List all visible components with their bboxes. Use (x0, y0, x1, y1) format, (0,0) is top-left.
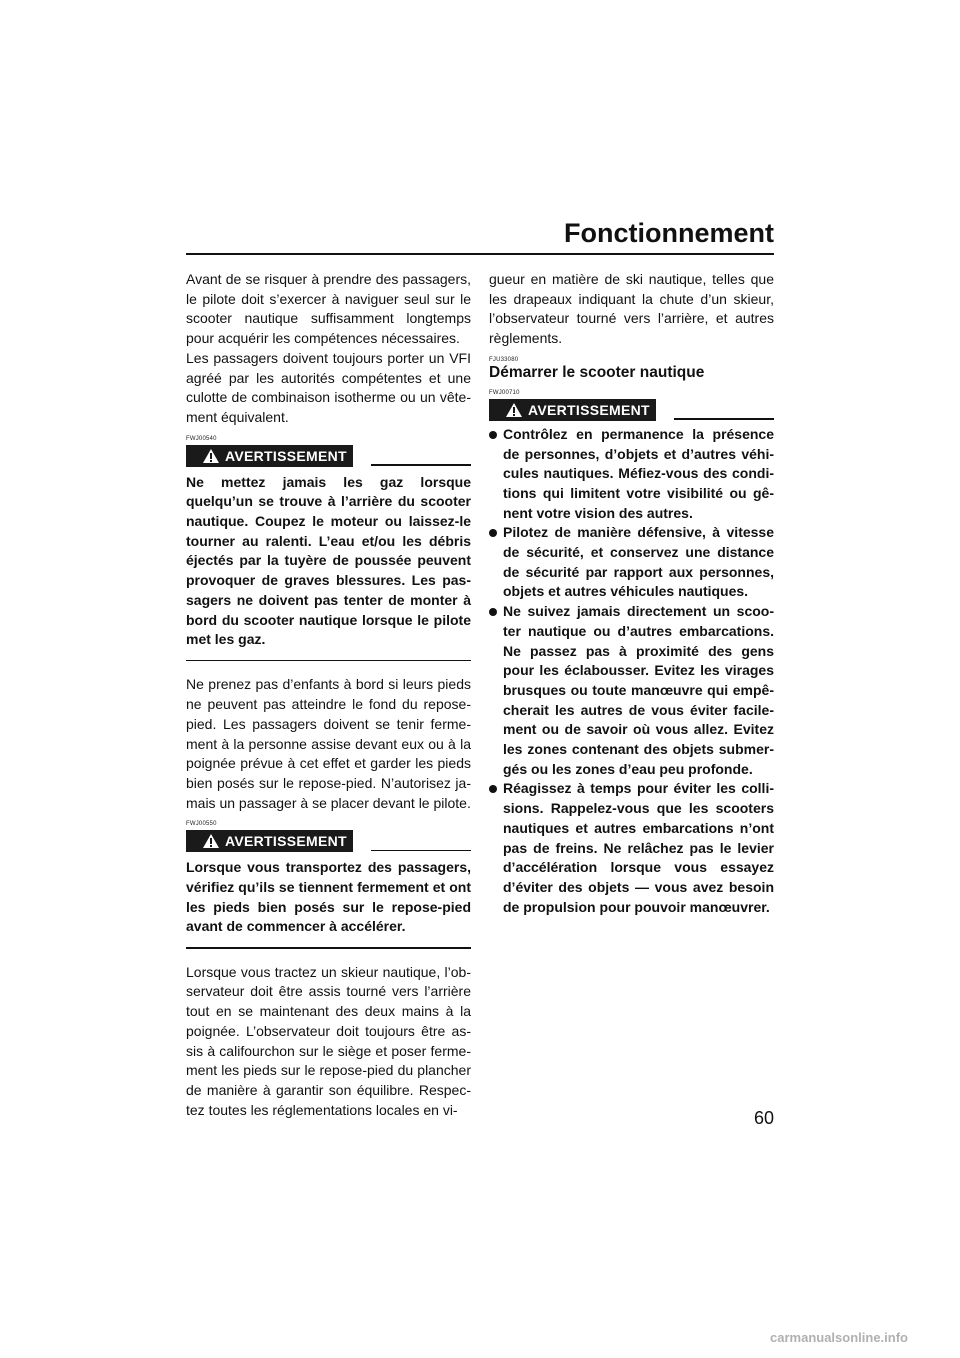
warning-text: Ne mettez jamais les gaz lorsque quelqu’un se trouve à l’arrière du scooter nautique. Coupez le moteur ou laissez-le tourner au ralenti. L’eau et/ou les débris éjectés par la tuyère de poussée peuvent provoquer de graves blessures. Les pas-sagers ne doivent pas tenter de monter à bord du scooter nautique lorsque le pilote met les gaz. (186, 473, 471, 648)
right-column (489, 270, 774, 917)
bullet-icon (489, 785, 497, 793)
bullet-icon (489, 431, 497, 439)
continued-paragraph: gueur en matière de ski nautique, telles que les drapeaux indiquant la chute d’un skieur, l’observateur tourné vers l’arrière, et autres règlements. (489, 271, 774, 347)
warning-text: Lorsque vous transportez des passagers, vérifiez qu’ils se tiennent fermement et ont les pieds bien posés sur le repose-pied avant de commencer à accélérer. (186, 859, 471, 935)
list-item: Réagissez à temps pour éviter les colli-sions. Rappelez-vous que les scooters nautiques et autres embarcations n’ont pas de freins. Ne relâchez pas le levier d’accélération lorsque vous essayez d’éviter des objets — vous avez besoin de propulsion pour pouvoir manœuvrer. (489, 779, 774, 917)
warning-block-2 (186, 821, 471, 948)
list-item: Pilotez de manière défensive, à vitesse de sécurité, et conservez une distance de sécurité par rapport aux personnes, objets et autres véhicules nautiques. (489, 523, 774, 602)
intro-paragraph-1: Avant de se risquer à prendre des passagers, le pilote doit s’exercer à naviguer seul sur le scooter nautique suffisamment longtemps pour acquérir les compétences nécessaires. (186, 271, 471, 347)
warning-badge (489, 399, 656, 421)
warning-block-1 (186, 436, 471, 662)
warning-triangle-icon (202, 448, 220, 464)
list-item: Ne suivez jamais directement un scoo-ter nautique ou d’autres embarcations. Ne passez pas à proximité des gens pour les éclabousser. Evitez les virages brusques ou toute manœuvre qui empê-cherait les autres de vous éviter facile-ment ou de savoir où vous allez. Evitez les zones contenant des objets submer-gés ou les zones d’eau peu profonde. (489, 602, 774, 779)
warning-rule (371, 464, 471, 466)
section-title: Démarrer le scooter nautique (489, 363, 705, 381)
warning-bullet-list (489, 425, 774, 918)
warning-end-rule (186, 660, 471, 662)
page-number: 60 (753, 1108, 774, 1128)
warning-code: FWJ00540 (186, 435, 217, 442)
bullet-icon (489, 529, 497, 537)
warning-rule (674, 418, 774, 420)
warning-triangle-icon (202, 833, 220, 849)
intro-paragraph-2: Les passagers doivent toujours porter un VFI agréé par les autorités compétentes et une culotte de combinaison isotherme ou un vête-ment équivalent. (186, 349, 471, 425)
warning-rule (371, 850, 471, 852)
warning-block-3 (489, 390, 774, 918)
children-paragraph: Ne prenez pas d’enfants à bord si leurs pieds ne peuvent pas atteindre le fond du repose-pied. Les passagers doivent se tenir ferme-ment à la personne assise devant eux ou à la poignée prévue à cet effet et garder les pieds bien posés sur le repose-pied. N’autorisez ja-mais un passager à se placer devant le pilote. (186, 676, 471, 811)
left-column (186, 270, 471, 1120)
section-code: FJU33080 (489, 356, 519, 363)
warning-badge (186, 445, 353, 467)
page-title: Fonctionnement (564, 218, 774, 248)
warning-label: AVERTISSEMENT (225, 833, 347, 850)
list-item: Contrôlez en permanence la présence de personnes, d’objets et d’autres véhi-cules nautiques. Méfiez-vous des condi-tions qui limitent votre visibilité ou gê-nent votre vision des autres. (489, 425, 774, 524)
warning-triangle-icon (505, 402, 523, 418)
bullet-icon (489, 608, 497, 616)
watermark: carmanualsonline.info (770, 1330, 908, 1345)
warning-end-rule (186, 947, 471, 949)
header-divider (186, 253, 774, 255)
warning-code: FWJ00550 (186, 821, 217, 828)
ski-paragraph: Lorsque vous tractez un skieur nautique, l’ob-servateur doit être assis tourné vers l’arrière tout en se maintenant des deux mains à la poignée. L’observateur doit toujours être as-sis à califourchon sur le siège et poser ferme-ment les pieds sur le repose-pied du plancher de manière à garantir son équilibre. Respec-tez toutes les réglementations locales en vi- (186, 963, 471, 1118)
warning-badge (186, 830, 353, 852)
warning-label: AVERTISSEMENT (225, 447, 347, 464)
warning-code: FWJ00710 (489, 389, 520, 396)
warning-label: AVERTISSEMENT (528, 401, 650, 418)
